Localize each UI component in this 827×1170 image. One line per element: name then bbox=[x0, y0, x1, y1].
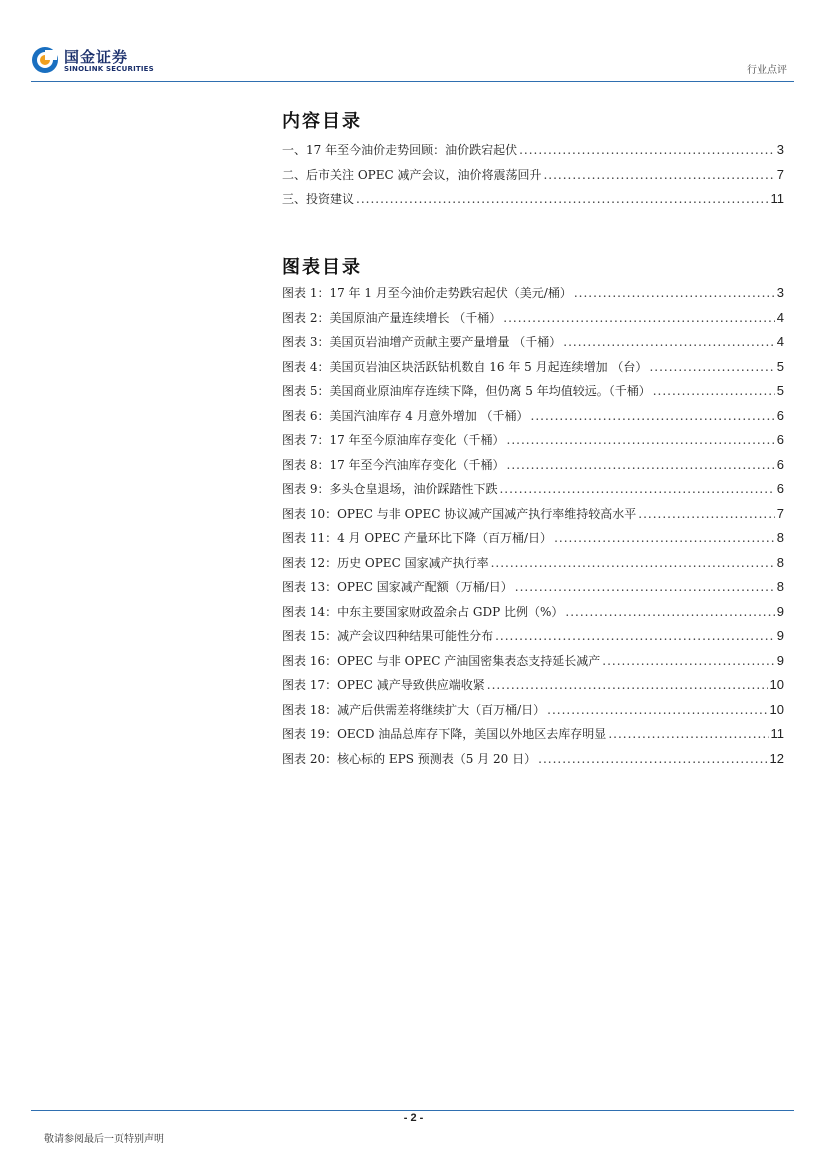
figure-entry[interactable] bbox=[282, 333, 784, 358]
figure-entry[interactable] bbox=[282, 358, 784, 383]
leader-dots bbox=[565, 605, 774, 619]
contents-entry[interactable] bbox=[282, 190, 784, 215]
leader-dots bbox=[547, 703, 767, 717]
logo-english-name: SINOLINK SECURITIES bbox=[64, 65, 154, 73]
figure-entry-text: 图表 14：中东主要国家财政盈余占 GDP 比例（%） bbox=[282, 604, 564, 619]
figure-entry-text: 图表 9：多头仓皇退场，油价踩踏性下跌 bbox=[282, 482, 498, 496]
leader-dots bbox=[519, 143, 775, 157]
figure-entry-page: 4 bbox=[776, 334, 784, 349]
contents-entry-text: 一、17 年至今油价走势回顾：油价跌宕起伏 bbox=[282, 143, 518, 157]
leader-dots bbox=[538, 752, 767, 766]
leader-dots bbox=[653, 384, 775, 398]
contents-list bbox=[282, 141, 784, 215]
figure-entry-page: 11 bbox=[770, 726, 784, 741]
figure-entry-page: 10 bbox=[769, 677, 784, 692]
figure-entry[interactable] bbox=[282, 431, 784, 456]
figure-entry[interactable] bbox=[282, 578, 784, 603]
leader-dots bbox=[602, 654, 775, 668]
leader-dots bbox=[495, 629, 775, 643]
figure-entry-page: 5 bbox=[776, 358, 784, 374]
leader-dots bbox=[503, 311, 775, 325]
logo-mark-icon bbox=[31, 46, 59, 74]
figure-entry-text: 图表 13：OPEC 国家减产配额（万桶/日） bbox=[282, 580, 513, 594]
figure-entry[interactable] bbox=[282, 603, 784, 628]
figure-entry-page: 5 bbox=[776, 383, 784, 398]
figure-entry-text: 图表 17：OPEC 减产导致供应端收紧 bbox=[282, 678, 485, 692]
contents-entry-text: 三、投资建议 bbox=[282, 192, 355, 206]
figure-entry-text: 图表 20：核心标的 EPS 预测表（5 月 20 日） bbox=[282, 751, 537, 766]
contents-entry-page: 7 bbox=[776, 166, 784, 182]
figure-entry-text: 图表 10：OPEC 与非 OPEC 协议减产国减产执行率维持较高水平 bbox=[282, 506, 637, 521]
header-divider bbox=[31, 81, 794, 82]
figure-entry[interactable] bbox=[282, 382, 784, 407]
logo-chinese-name: 国金证券 bbox=[64, 48, 129, 66]
leader-dots bbox=[608, 727, 768, 741]
report-type: 行业点评 bbox=[747, 65, 787, 76]
contents-entry[interactable] bbox=[282, 166, 784, 191]
figure-entry-text: 图表 18：减产后供需差将继续扩大（百万桶/日） bbox=[282, 702, 546, 717]
leader-dots bbox=[649, 360, 774, 374]
figure-entry[interactable] bbox=[282, 284, 784, 309]
figure-entry-text: 图表 4：美国页岩油区块活跃钻机数自 16 年 5 月起连续增加 （台） bbox=[282, 359, 648, 374]
figure-entry-page: 9 bbox=[776, 603, 784, 619]
figure-entry-page: 12 bbox=[769, 750, 784, 766]
figures-list bbox=[282, 284, 784, 774]
figure-entry-page: 6 bbox=[776, 456, 784, 472]
figure-entry[interactable] bbox=[282, 309, 784, 334]
figure-entry-text: 图表 19：OECD 油品总库存下降，美国以外地区去库存明显 bbox=[282, 727, 607, 741]
figure-entry-page: 6 bbox=[776, 407, 784, 423]
figure-entry[interactable] bbox=[282, 750, 784, 775]
figure-entry[interactable] bbox=[282, 652, 784, 677]
figure-entry-text: 图表 12：历史 OPEC 国家减产执行率 bbox=[282, 555, 489, 570]
figure-entry[interactable] bbox=[282, 407, 784, 432]
contents-entry-text: 二、后市关注 OPEC 减产会议，油价将震荡回升 bbox=[282, 167, 542, 182]
figure-entry-page: 7 bbox=[776, 505, 784, 521]
leader-dots bbox=[574, 286, 775, 300]
figure-entry-page: 8 bbox=[776, 554, 784, 570]
figure-entry[interactable] bbox=[282, 456, 784, 481]
leader-dots bbox=[515, 580, 775, 594]
figure-entry-text: 图表 11：4 月 OPEC 产量环比下降（百万桶/日） bbox=[282, 531, 553, 545]
figure-entry-text: 图表 3：美国页岩油增产贡献主要产量增量 （千桶） bbox=[282, 335, 562, 349]
leader-dots bbox=[507, 458, 775, 472]
figure-entry-text: 图表 16：OPEC 与非 OPEC 产油国密集表态支持延长减产 bbox=[282, 653, 601, 668]
leader-dots bbox=[531, 409, 775, 423]
figure-entry-page: 9 bbox=[776, 652, 784, 668]
contents-entry-page: 3 bbox=[776, 142, 784, 157]
figure-entry[interactable] bbox=[282, 725, 784, 750]
figure-entry-text: 图表 5：美国商业原油库存连续下降，但仍离 5 年均值较远。（千桶） bbox=[282, 384, 651, 398]
figure-entry-text: 图表 1：17 年 1 月至今油价走势跌宕起伏（美元/桶） bbox=[282, 286, 572, 300]
figure-entry-page: 4 bbox=[776, 309, 784, 325]
company-logo bbox=[31, 44, 171, 80]
footer-divider bbox=[31, 1110, 794, 1111]
figure-entry-page: 8 bbox=[776, 579, 784, 594]
figure-entry[interactable] bbox=[282, 676, 784, 701]
figure-entry-page: 6 bbox=[776, 481, 784, 496]
leader-dots bbox=[507, 433, 775, 447]
figure-entry[interactable] bbox=[282, 480, 784, 505]
leader-dots bbox=[487, 678, 768, 692]
figure-entry[interactable] bbox=[282, 554, 784, 579]
figure-entry[interactable] bbox=[282, 627, 784, 652]
leader-dots bbox=[638, 507, 775, 521]
leader-dots bbox=[356, 192, 768, 206]
leader-dots bbox=[554, 531, 775, 545]
leader-dots bbox=[543, 168, 774, 182]
figure-entry-text: 图表 7：17 年至今原油库存变化（千桶） bbox=[282, 433, 505, 447]
figure-entry[interactable] bbox=[282, 529, 784, 554]
contents-title: 内容目录 bbox=[282, 111, 362, 132]
figure-entry-page: 6 bbox=[776, 432, 784, 447]
figure-entry-page: 10 bbox=[769, 701, 784, 717]
figure-entry[interactable] bbox=[282, 701, 784, 726]
figures-title: 图表目录 bbox=[282, 257, 362, 278]
page-number: - 2 - bbox=[403, 1112, 424, 1124]
figure-entry-page: 3 bbox=[776, 285, 784, 300]
figure-entry-text: 图表 8：17 年至今汽油库存变化（千桶） bbox=[282, 457, 505, 472]
leader-dots bbox=[499, 482, 774, 496]
figure-entry-text: 图表 2：美国原油产量连续增长 （千桶） bbox=[282, 310, 502, 325]
figure-entry-text: 图表 15：减产会议四种结果可能性分布 bbox=[282, 629, 494, 643]
leader-dots bbox=[563, 335, 774, 349]
contents-entry-page: 11 bbox=[770, 191, 784, 206]
figure-entry[interactable] bbox=[282, 505, 784, 530]
figure-entry-text: 图表 6：美国汽油库存 4 月意外增加 （千桶） bbox=[282, 408, 529, 423]
leader-dots bbox=[491, 556, 775, 570]
figure-entry-page: 8 bbox=[776, 530, 784, 545]
footer-disclaimer: 敬请参阅最后一页特别声明 bbox=[44, 1134, 164, 1145]
figure-entry-page: 9 bbox=[776, 628, 784, 643]
contents-entry[interactable] bbox=[282, 141, 784, 166]
